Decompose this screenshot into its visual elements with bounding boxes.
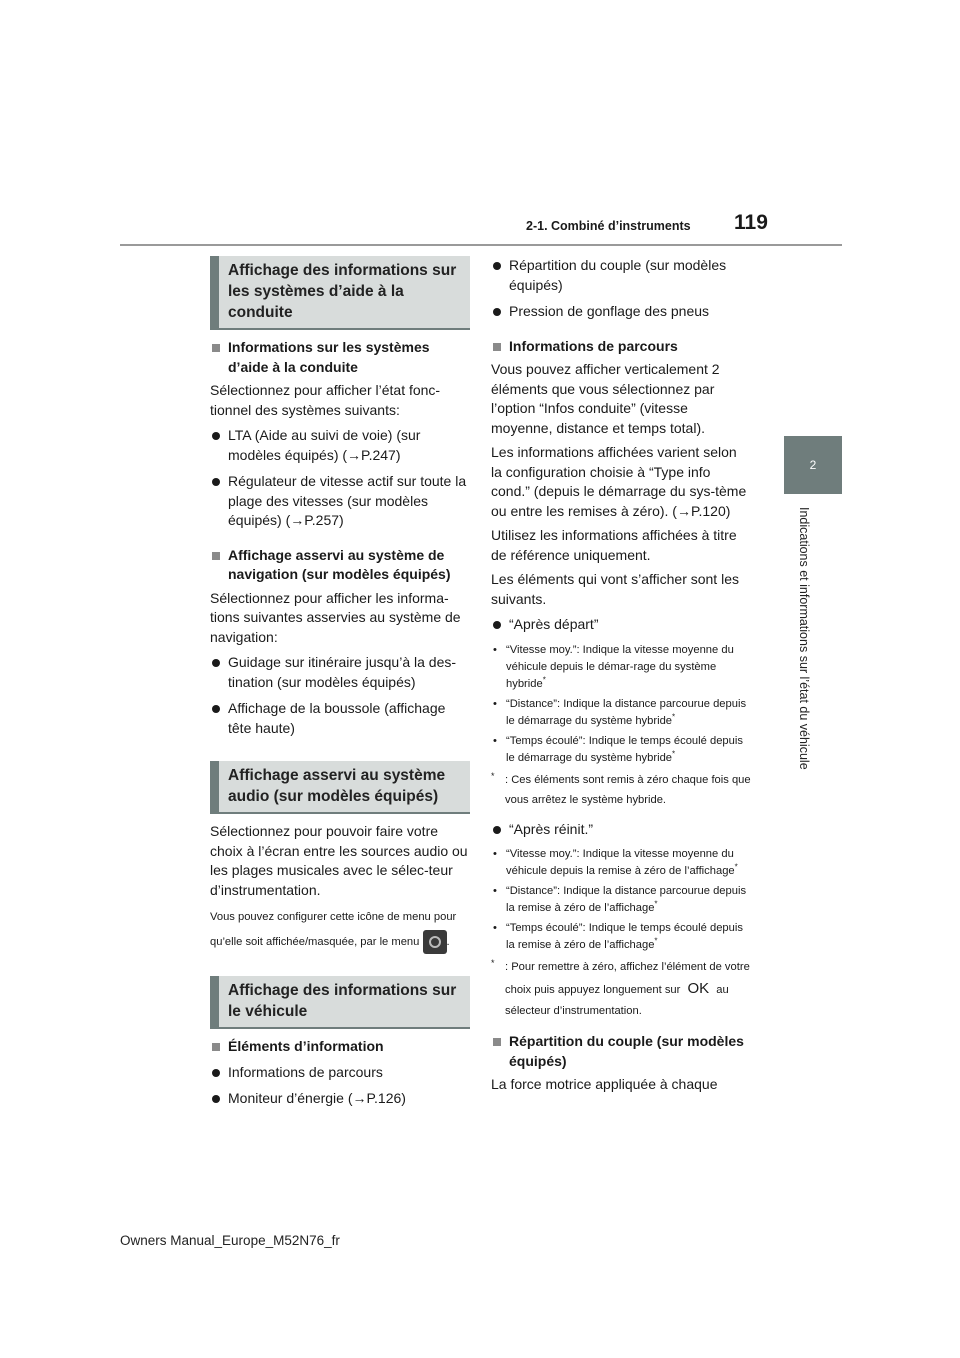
header-divider [120,244,842,246]
chapter-tab[interactable]: 2 [784,436,842,494]
paragraph: La force motrice appliquée à chaque [491,1076,718,1092]
small-list-item-text: “Distance”: Indique la distance parcourue depuis le démarrage du système hybride [506,697,747,727]
page-number: 119 [734,211,768,234]
chapter-side-title [794,507,814,797]
paragraph: Vous pouvez afficher verticalement 2 éléments que vous sélectionnez par l’option “Infos conduite” (vitesse moyenne, distance et temps total). [491,361,720,436]
chapter-side-title-text: Indications et informations sur l’état du véhicule [797,507,811,770]
footnote [491,957,751,1022]
paragraph: Sélectionnez pour pouvoir faire votre choix à l’écran entre les sources audio ou les plages musicales avec le sélec-teur d’instrumentation. [210,823,468,898]
asterisk-mark: * [491,770,495,781]
small-list-item [491,642,751,693]
small-list-item [491,846,751,880]
small-list-item-text: “Vitesse moy.”: Indique la vitesse moyenne du véhicule depuis le démar-rage du système hybride [506,643,734,690]
list-item: Régulateur de vitesse actif sur toute la plage des vitesses (sur modèles équipés) (→P.257) [210,472,470,531]
asterisk-mark: * [654,936,658,946]
small-list-item-text: “Temps écoulé”: Indique le temps écoulé depuis la remise à zéro de l’affichage [506,922,743,951]
subsection-title: Informations sur les systèmes d’aide à la conduite [210,338,470,377]
paragraph: Les éléments qui vont s’afficher sont les suivants. [491,571,739,607]
small-note: Vous pouvez configurer cette icône de menu pour qu’elle soit affichée/masquée, par le menu . [210,905,470,955]
subsection-title: Affichage asservi au système de navigation (sur modèles équipés) [210,546,470,585]
list-item: Pression de gonflage des pneus [491,302,751,322]
paragraph: Les informations affichées varient selon la configuration choisie à “Type info cond.” (depuis le démarrage du sys-tème ou entre les remises à zéro). (→P.120) [491,444,747,519]
list-item: Informations de parcours [210,1063,470,1083]
list-item: “Après réinit.” [491,820,751,840]
list-item: Moniteur d’énergie (→P.126) [210,1089,470,1109]
asterisk-mark: * [672,748,676,758]
footnote-text: au sélecteur d’instrumentation. [505,984,729,1017]
section-box-title: Affichage des informations sur les systèmes d’aide à la conduite [210,256,470,330]
small-list-item [491,883,751,917]
footnote [491,770,751,810]
subsection-title: Répartition du couple (sur modèles équipés) [491,1032,751,1071]
right-column [491,256,751,1100]
list-item: “Après départ” [491,615,751,635]
small-list-item [491,696,751,730]
footnote-text: : Pour remettre à zéro, affichez l’élément de votre choix puis appuyez longuement sur [505,961,750,996]
gear-icon [423,930,447,954]
footer-text: Owners Manual_Europe_M52N76_fr [120,1233,340,1248]
section-box-title: Affichage asservi au système audio (sur modèles équipés) [210,761,470,814]
asterisk-mark: * [734,862,738,872]
subsection-title: Éléments d’information [210,1037,470,1057]
subsection-title: Informations de parcours [491,337,751,357]
list-item: Répartition du couple (sur modèles équipés) [491,256,751,295]
ok-button-glyph: OK [687,980,710,997]
small-list-item [491,733,751,767]
section-box-title: Affichage des informations sur le véhicule [210,976,470,1029]
paragraph: Utilisez les informations affichées à titre de référence uniquement. [491,527,737,563]
asterisk-mark: * [672,711,676,721]
paragraph: Sélectionnez pour afficher l’état fonc-tionnel des systèmes suivants: [210,382,441,418]
small-list-item [491,920,751,954]
list-item: Guidage sur itinéraire jusqu’à la des-tination (sur modèles équipés) [210,653,470,692]
paragraph: Sélectionnez pour afficher les informa-tions suivantes asservies au système de navigation: [210,589,461,645]
small-note-text: Vous pouvez configurer cette icône de menu pour qu’elle soit affichée/masquée, par le menu [210,911,457,948]
small-list-item-text: “Distance”: Indique la distance parcourue depuis la remise à zéro de l’affichage [506,885,747,914]
list-item: Affichage de la boussole (affichage tête haute) [210,699,470,738]
asterisk-mark: * [542,674,546,684]
footnote-text: : Ces éléments sont remis à zéro chaque fois que vous arrêtez le système hybride. [505,773,751,806]
asterisk-mark: * [491,958,495,968]
small-list-item-text: “Temps écoulé”: Indique le temps écoulé depuis le démarrage du système hybride [506,734,743,764]
list-item: LTA (Aide au suivi de voie) (sur modèles équipés) (→P.247) [210,426,470,465]
small-list-item-text: “Vitesse moy.”: Indique la vitesse moyenne du véhicule depuis la remise à zéro de l’affichage [506,848,735,877]
left-column [210,256,470,1116]
section-title: 2-1. Combiné d’instruments [526,219,691,233]
asterisk-mark: * [654,899,658,909]
